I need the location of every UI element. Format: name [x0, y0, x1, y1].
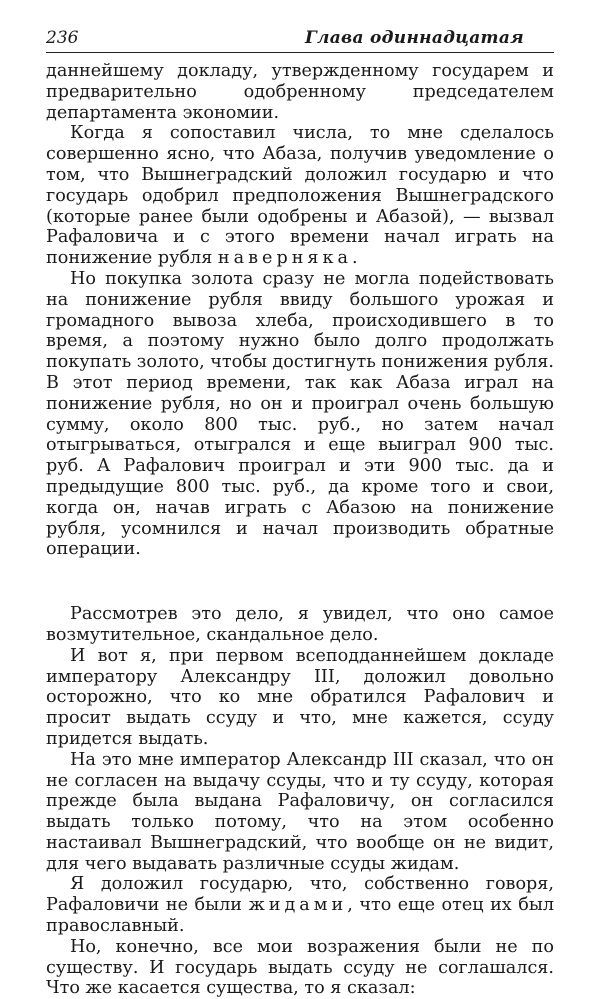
- page-number: 236: [46, 28, 79, 48]
- paragraph: Но, конечно, все мои возражения были не по существу. И государь выдать ссуду не соглашался. Что же касается существа, то я сказал:: [46, 936, 554, 999]
- emphasized-word: наверняка: [217, 248, 353, 269]
- book-page: [46, 28, 554, 999]
- paragraph: И вот я, при первом всеподданнейшем докладе императору Александру III, доложил довольно осторожно, что ко мне обратился Рафалович и просит выдать ссуду и что, мне кажется, ссуду придется выдать.: [46, 645, 554, 749]
- body-text: [46, 61, 554, 999]
- paragraph: [46, 874, 554, 936]
- running-head: Глава одиннадцатая: [304, 28, 524, 48]
- paragraph-continuation: даннейшему докладу, утвержденному государем и предварительно одобренному председателем департамента экономии.: [46, 61, 554, 123]
- paragraph-text-end: .: [352, 248, 358, 269]
- paragraph: [46, 123, 554, 269]
- paragraph-text: Я доложил государю, что, собственно говоря, Рафаловичи не были: [46, 874, 554, 916]
- section-gap: [46, 560, 554, 604]
- paragraph: На это мне император Александр III сказал, что он не согласен на выдачу ссуды, что и ту ссуду, которая прежде была выдана Рафаловичу, он согласился выдать только потому, что на этом особенно настаивал Вышнеградский, что вообще он не видит, для чего выдавать различные ссуды жидам.: [46, 749, 554, 874]
- emphasized-word: жидами: [248, 895, 348, 916]
- page-header: [46, 28, 554, 53]
- paragraph: Но покупка золота сразу не могла подействовать на понижение рубля ввиду большого урожая и громадного вывоза хлеба, происходившего в то время, а поэтому нужно было долго продолжать покупать золото, чтобы достигнуть понижения рубля. В этот период времени, так как Абаза играл на понижение рубля, но он и проиграл очень большую сумму, около 800 тыс. руб., но затем начал отыгрываться, отыгрался и еще выиграл 900 тыс. руб. А Рафалович проиграл и эти 900 тыс. да и предыдущие 800 тыс. руб., да кроме того и свои, когда он, начав играть с Абазою на понижение рубля, усомнился и начал производить обратные операции.: [46, 268, 554, 560]
- paragraph: Рассмотрев это дело, я увидел, что оно самое возмутительное, скандальное дело.: [46, 604, 554, 645]
- paragraph-text-end: , что еще отец их был православный.: [46, 895, 555, 937]
- paragraph-text: Когда я сопоставил числа, то мне сделалось совершенно ясно, что Абаза, получив уведомление о том, что Вышнеградский доложил государю и что государь одобрил предположения Вышнеградского (которые ранее были одобрены и Абазой), — вызвал Рафаловича и с этого времени начал играть на понижение рубля: [46, 123, 554, 269]
